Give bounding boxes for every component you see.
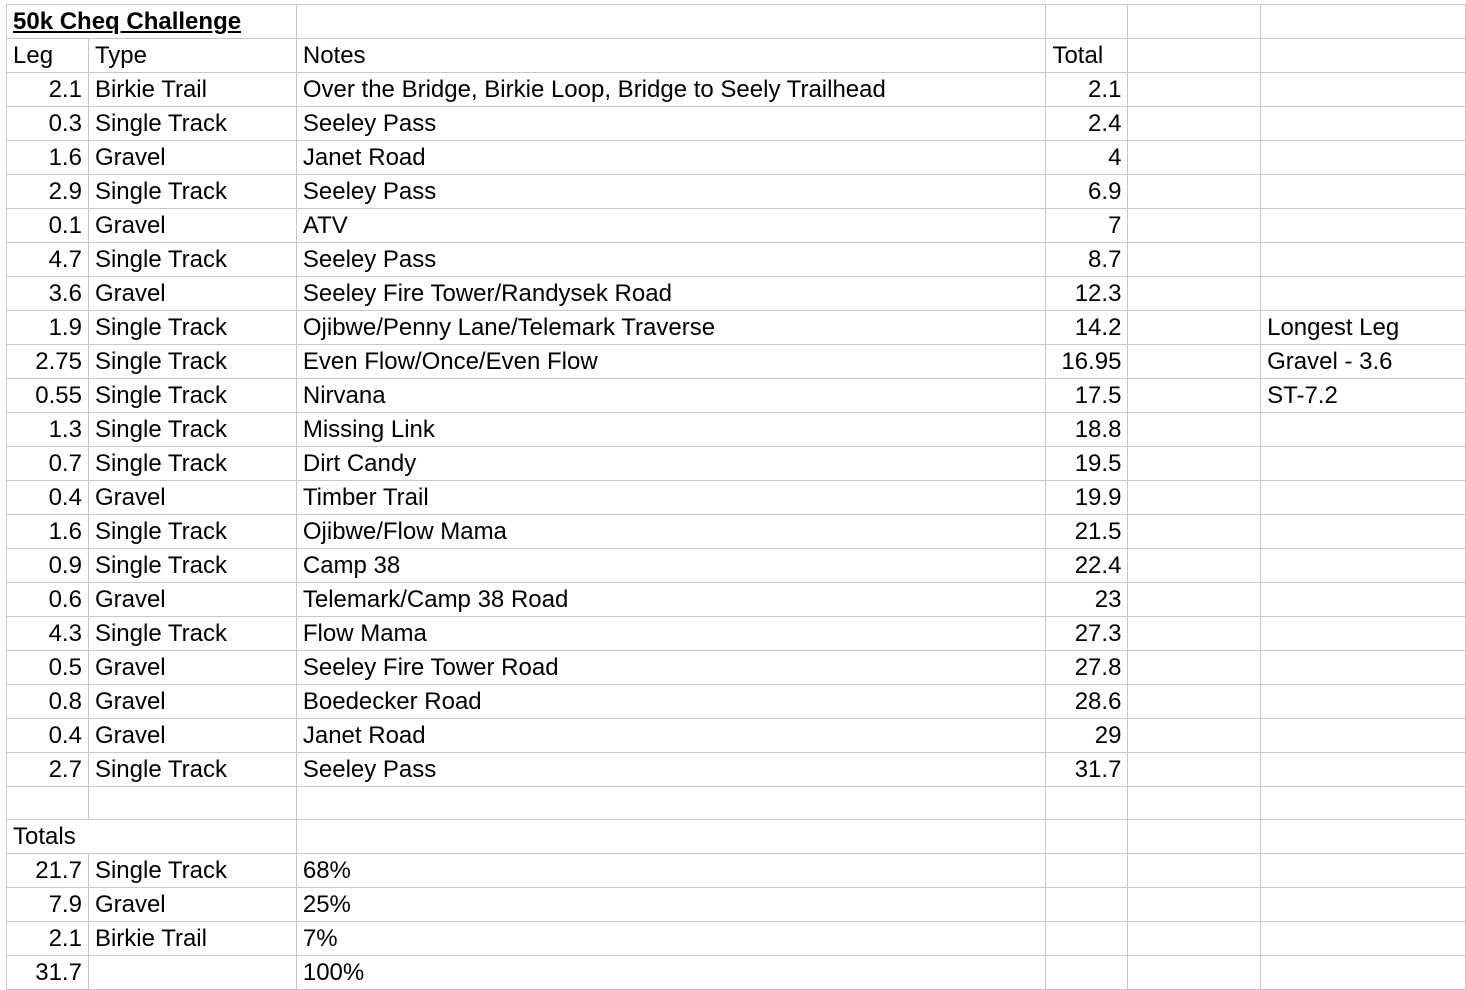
leg-row (7, 413, 1466, 447)
empty-cell[interactable] (1046, 922, 1128, 956)
empty-cell[interactable] (1128, 243, 1261, 277)
leg-type-cell[interactable]: Single Track (88, 515, 296, 549)
empty-cell[interactable] (1128, 617, 1261, 651)
header-notes[interactable]: Notes (296, 39, 1046, 73)
empty-cell[interactable] (1128, 583, 1261, 617)
leg-distance-cell[interactable]: 2.7 (7, 753, 89, 787)
totals-type-cell[interactable]: Birkie Trail (88, 922, 296, 956)
totals-type-cell[interactable]: Single Track (88, 854, 296, 888)
leg-notes-cell[interactable]: Over the Bridge, Birkie Loop, Bridge to Seely Trailhead (296, 73, 1046, 107)
leg-distance-cell[interactable]: 1.3 (7, 413, 89, 447)
leg-type-cell[interactable]: Gravel (88, 277, 296, 311)
leg-type-cell[interactable]: Single Track (88, 311, 296, 345)
totals-value-cell[interactable]: 2.1 (7, 922, 89, 956)
empty-cell[interactable] (88, 787, 296, 820)
leg-type-cell[interactable]: Gravel (88, 141, 296, 175)
empty-cell[interactable] (1128, 413, 1261, 447)
leg-distance-cell[interactable]: 0.55 (7, 379, 89, 413)
leg-distance-cell[interactable]: 0.4 (7, 481, 89, 515)
leg-notes-cell[interactable]: Seeley Fire Tower Road (296, 651, 1046, 685)
leg-total-cell[interactable]: 18.8 (1046, 413, 1128, 447)
totals-row (7, 888, 1466, 922)
empty-cell[interactable] (1128, 447, 1261, 481)
leg-notes-cell[interactable]: Janet Road (296, 719, 1046, 753)
leg-distance-cell[interactable]: 0.4 (7, 719, 89, 753)
side-note-cell[interactable]: ST-7.2 (1261, 379, 1466, 413)
empty-cell[interactable] (1128, 719, 1261, 753)
leg-row (7, 73, 1466, 107)
side-note-cell[interactable] (1261, 753, 1466, 787)
leg-total-cell[interactable]: 19.9 (1046, 481, 1128, 515)
side-note-cell[interactable] (1261, 209, 1466, 243)
leg-type-cell[interactable]: Single Track (88, 413, 296, 447)
leg-distance-cell[interactable]: 2.1 (7, 73, 89, 107)
empty-cell[interactable] (1261, 39, 1466, 73)
empty-cell[interactable] (1046, 787, 1128, 820)
leg-distance-cell[interactable]: 3.6 (7, 277, 89, 311)
leg-row (7, 243, 1466, 277)
totals-type-cell[interactable] (88, 956, 296, 990)
leg-row (7, 549, 1466, 583)
leg-row (7, 141, 1466, 175)
leg-row (7, 583, 1466, 617)
side-note-cell[interactable] (1261, 141, 1466, 175)
empty-cell[interactable] (1261, 820, 1466, 854)
empty-cell[interactable] (1128, 515, 1261, 549)
totals-value-cell[interactable]: 7.9 (7, 888, 89, 922)
leg-notes-cell[interactable]: Seeley Pass (296, 107, 1046, 141)
empty-cell[interactable] (1128, 345, 1261, 379)
empty-cell[interactable] (1128, 854, 1261, 888)
side-note-cell[interactable] (1261, 481, 1466, 515)
side-note-cell[interactable] (1261, 277, 1466, 311)
leg-notes-cell[interactable]: Janet Road (296, 141, 1046, 175)
leg-type-cell[interactable]: Birkie Trail (88, 73, 296, 107)
side-note-cell[interactable] (1261, 515, 1466, 549)
header-leg[interactable]: Leg (7, 39, 89, 73)
empty-cell[interactable] (1046, 820, 1128, 854)
side-note-cell[interactable] (1261, 549, 1466, 583)
leg-distance-cell[interactable]: 4.3 (7, 617, 89, 651)
leg-distance-cell[interactable]: 0.3 (7, 107, 89, 141)
side-note-cell[interactable] (1261, 651, 1466, 685)
leg-notes-cell[interactable]: Seeley Pass (296, 753, 1046, 787)
leg-total-cell[interactable]: 8.7 (1046, 243, 1128, 277)
leg-total-cell[interactable]: 4 (1046, 141, 1128, 175)
leg-type-cell[interactable]: Gravel (88, 719, 296, 753)
leg-distance-cell[interactable]: 0.7 (7, 447, 89, 481)
leg-type-cell[interactable]: Single Track (88, 753, 296, 787)
leg-row (7, 209, 1466, 243)
empty-cell[interactable] (1046, 854, 1128, 888)
empty-cell[interactable] (1046, 956, 1128, 990)
leg-total-cell[interactable]: 16.95 (1046, 345, 1128, 379)
leg-distance-cell[interactable]: 2.75 (7, 345, 89, 379)
leg-row (7, 379, 1466, 413)
side-note-cell[interactable] (1261, 107, 1466, 141)
empty-cell[interactable] (1128, 820, 1261, 854)
leg-row (7, 107, 1466, 141)
leg-row (7, 175, 1466, 209)
leg-type-cell[interactable]: Gravel (88, 583, 296, 617)
leg-total-cell[interactable]: 21.5 (1046, 515, 1128, 549)
leg-distance-cell[interactable]: 4.7 (7, 243, 89, 277)
leg-notes-cell[interactable]: Dirt Candy (296, 447, 1046, 481)
leg-type-cell[interactable]: Single Track (88, 175, 296, 209)
empty-cell[interactable] (296, 820, 1046, 854)
empty-cell[interactable] (1261, 787, 1466, 820)
leg-notes-cell[interactable]: Ojibwe/Penny Lane/Telemark Traverse (296, 311, 1046, 345)
leg-type-cell[interactable]: Single Track (88, 107, 296, 141)
sheet-body (7, 5, 1466, 990)
empty-cell[interactable] (1046, 888, 1128, 922)
empty-cell[interactable] (1261, 5, 1466, 39)
empty-cell[interactable] (1128, 651, 1261, 685)
leg-row (7, 651, 1466, 685)
title-row (7, 5, 1466, 39)
leg-type-cell[interactable]: Gravel (88, 651, 296, 685)
leg-type-cell[interactable]: Single Track (88, 617, 296, 651)
empty-cell[interactable] (296, 787, 1046, 820)
empty-cell[interactable] (1046, 5, 1128, 39)
totals-percent-cell[interactable]: 7% (296, 922, 1046, 956)
empty-cell[interactable] (7, 787, 89, 820)
leg-total-cell[interactable]: 28.6 (1046, 685, 1128, 719)
leg-notes-cell[interactable]: Camp 38 (296, 549, 1046, 583)
totals-row (7, 956, 1466, 990)
side-note-cell[interactable] (1261, 617, 1466, 651)
totals-row (7, 922, 1466, 956)
leg-total-cell[interactable]: 23 (1046, 583, 1128, 617)
leg-distance-cell[interactable]: 1.6 (7, 141, 89, 175)
totals-row (7, 854, 1466, 888)
leg-type-cell[interactable]: Gravel (88, 209, 296, 243)
totals-type-cell[interactable]: Gravel (88, 888, 296, 922)
totals-value-cell[interactable]: 31.7 (7, 956, 89, 990)
leg-notes-cell[interactable]: Seeley Pass (296, 243, 1046, 277)
empty-cell[interactable] (1261, 922, 1466, 956)
empty-cell[interactable] (1128, 753, 1261, 787)
empty-cell[interactable] (1128, 888, 1261, 922)
leg-notes-cell[interactable]: Flow Mama (296, 617, 1046, 651)
leg-distance-cell[interactable]: 0.6 (7, 583, 89, 617)
totals-value-cell[interactable]: 21.7 (7, 854, 89, 888)
side-note-cell[interactable]: Gravel - 3.6 (1261, 345, 1466, 379)
leg-total-cell[interactable]: 31.7 (1046, 753, 1128, 787)
empty-cell[interactable] (1128, 956, 1261, 990)
leg-total-cell[interactable]: 27.3 (1046, 617, 1128, 651)
side-note-cell[interactable] (1261, 243, 1466, 277)
empty-cell[interactable] (1128, 5, 1261, 39)
leg-notes-cell[interactable]: Missing Link (296, 413, 1046, 447)
leg-row (7, 515, 1466, 549)
leg-total-cell[interactable]: 29 (1046, 719, 1128, 753)
empty-cell[interactable] (1128, 277, 1261, 311)
leg-notes-cell[interactable]: Ojibwe/Flow Mama (296, 515, 1046, 549)
leg-total-cell[interactable]: 19.5 (1046, 447, 1128, 481)
leg-total-cell[interactable]: 22.4 (1046, 549, 1128, 583)
leg-notes-cell[interactable]: Seeley Pass (296, 175, 1046, 209)
empty-cell[interactable] (1128, 311, 1261, 345)
leg-row (7, 277, 1466, 311)
leg-total-cell[interactable]: 2.4 (1046, 107, 1128, 141)
leg-total-cell[interactable]: 7 (1046, 209, 1128, 243)
leg-distance-cell[interactable]: 1.6 (7, 515, 89, 549)
empty-cell[interactable] (296, 5, 1046, 39)
empty-cell[interactable] (1128, 685, 1261, 719)
empty-cell[interactable] (1128, 787, 1261, 820)
empty-cell[interactable] (1128, 175, 1261, 209)
leg-total-cell[interactable]: 2.1 (1046, 73, 1128, 107)
empty-cell[interactable] (1261, 888, 1466, 922)
side-note-cell[interactable] (1261, 175, 1466, 209)
blank-row (7, 787, 1466, 820)
empty-cell[interactable] (1128, 379, 1261, 413)
leg-notes-cell[interactable]: ATV (296, 209, 1046, 243)
leg-notes-cell[interactable]: Nirvana (296, 379, 1046, 413)
leg-total-cell[interactable]: 6.9 (1046, 175, 1128, 209)
leg-total-cell[interactable]: 17.5 (1046, 379, 1128, 413)
totals-percent-cell[interactable]: 100% (296, 956, 1046, 990)
leg-row (7, 447, 1466, 481)
side-note-cell[interactable] (1261, 413, 1466, 447)
leg-row (7, 617, 1466, 651)
side-note-cell[interactable] (1261, 73, 1466, 107)
empty-cell[interactable] (1128, 39, 1261, 73)
empty-cell[interactable] (1128, 73, 1261, 107)
leg-type-cell[interactable]: Gravel (88, 481, 296, 515)
leg-type-cell[interactable]: Single Track (88, 447, 296, 481)
leg-distance-cell[interactable]: 0.8 (7, 685, 89, 719)
leg-row (7, 753, 1466, 787)
side-note-cell[interactable]: Longest Leg (1261, 311, 1466, 345)
leg-distance-cell[interactable]: 0.5 (7, 651, 89, 685)
empty-cell[interactable] (1128, 107, 1261, 141)
leg-total-cell[interactable]: 12.3 (1046, 277, 1128, 311)
side-note-cell[interactable] (1261, 685, 1466, 719)
leg-type-cell[interactable]: Single Track (88, 243, 296, 277)
leg-row (7, 311, 1466, 345)
leg-total-cell[interactable]: 27.8 (1046, 651, 1128, 685)
leg-row (7, 719, 1466, 753)
leg-type-cell[interactable]: Gravel (88, 685, 296, 719)
header-type[interactable]: Type (88, 39, 296, 73)
empty-cell[interactable] (1128, 922, 1261, 956)
leg-notes-cell[interactable]: Even Flow/Once/Even Flow (296, 345, 1046, 379)
header-row (7, 39, 1466, 73)
empty-cell[interactable] (1128, 481, 1261, 515)
leg-notes-cell[interactable]: Seeley Fire Tower/Randysek Road (296, 277, 1046, 311)
leg-notes-cell[interactable]: Boedecker Road (296, 685, 1046, 719)
empty-cell[interactable] (1261, 956, 1466, 990)
leg-distance-cell[interactable]: 1.9 (7, 311, 89, 345)
empty-cell[interactable] (1261, 854, 1466, 888)
side-note-cell[interactable] (1261, 719, 1466, 753)
header-total[interactable]: Total (1046, 39, 1128, 73)
spreadsheet-grid (6, 4, 1466, 990)
leg-distance-cell[interactable]: 2.9 (7, 175, 89, 209)
leg-notes-cell[interactable]: Telemark/Camp 38 Road (296, 583, 1046, 617)
sheet-title[interactable]: 50k Cheq Challenge (7, 5, 297, 39)
empty-cell[interactable] (1128, 209, 1261, 243)
leg-type-cell[interactable]: Single Track (88, 345, 296, 379)
totals-percent-cell[interactable]: 25% (296, 888, 1046, 922)
leg-row (7, 345, 1466, 379)
side-note-cell[interactable] (1261, 583, 1466, 617)
empty-cell[interactable] (1128, 141, 1261, 175)
leg-notes-cell[interactable]: Timber Trail (296, 481, 1046, 515)
leg-distance-cell[interactable]: 0.1 (7, 209, 89, 243)
totals-label-row (7, 820, 1466, 854)
totals-percent-cell[interactable]: 68% (296, 854, 1046, 888)
leg-distance-cell[interactable]: 0.9 (7, 549, 89, 583)
leg-total-cell[interactable]: 14.2 (1046, 311, 1128, 345)
empty-cell[interactable] (1128, 549, 1261, 583)
leg-type-cell[interactable]: Single Track (88, 549, 296, 583)
leg-type-cell[interactable]: Single Track (88, 379, 296, 413)
leg-row (7, 481, 1466, 515)
side-note-cell[interactable] (1261, 447, 1466, 481)
leg-row (7, 685, 1466, 719)
totals-label[interactable]: Totals (7, 820, 297, 854)
